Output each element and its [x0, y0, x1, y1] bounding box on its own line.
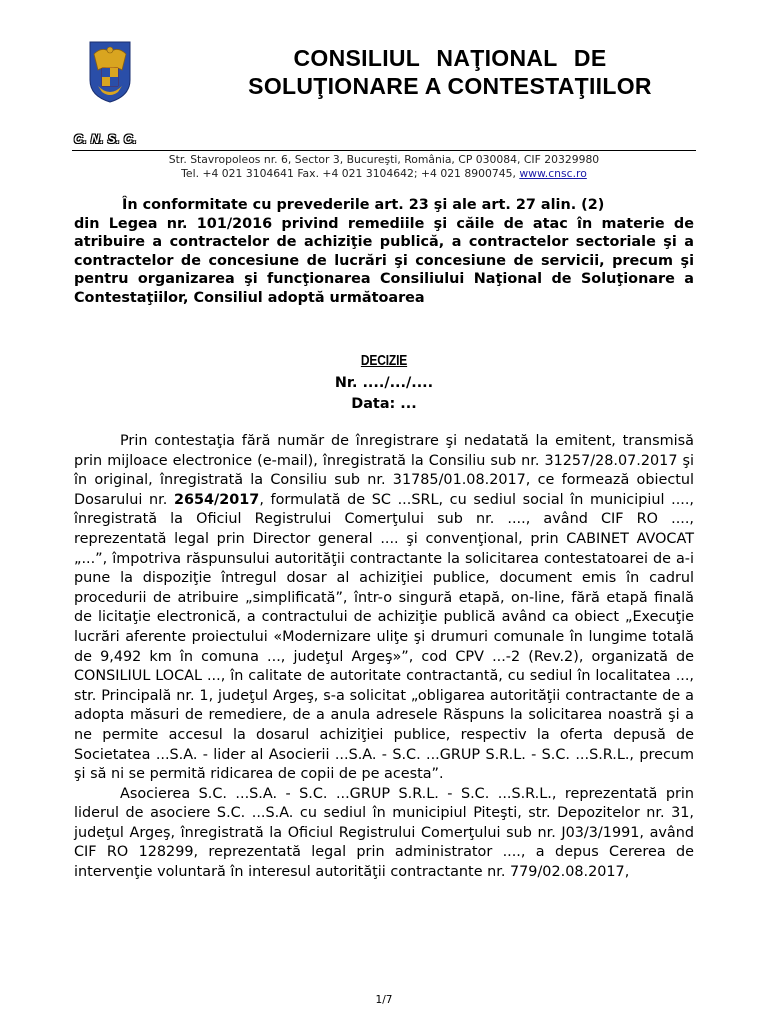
cnsc-abbreviation: C. N. S. C. — [74, 132, 137, 146]
institution-title-line-2: SOLUŢIONARE A CONTESTAŢIILOR — [248, 73, 652, 99]
phone-fax-text: Tel. +4 021 3104641 Fax. +4 021 3104642; +4 021 8900745, — [181, 167, 520, 180]
dosar-number: 2654/2017 — [173, 491, 260, 508]
website-link[interactable]: www.cnsc.ro — [519, 167, 587, 180]
decision-body — [74, 432, 694, 883]
decision-number: Nr. ..../.../.... — [334, 375, 434, 391]
preamble-first-line: În conformitate cu prevederile art. 23 şi ale art. 27 alin. (2) — [122, 197, 605, 213]
header-divider — [72, 150, 696, 151]
paragraph-intervention: Asocierea S.C. ...S.A. - S.C. ...GRUP S.R.L. - S.C. ...S.R.L., reprezentată prin liderul de asociere S.C. ...S.A. cu sediul în municipiul Piteşti, str. Depozitelor nr. 31, judeţul Argeş, înregistrată la Oficiul Registrului Comerţului sub nr. J03/3/1991, având CIF RO 128299, reprezentată legal prin administrator ...., a depus Cererea de intervenţie voluntară în interesul autorităţii contractante nr. 779/02.08.2017, — [74, 785, 694, 881]
paragraph-contestation — [74, 432, 694, 785]
legal-preamble — [74, 196, 694, 308]
contact-block — [72, 153, 696, 181]
preamble-rest: din Legea nr. 101/2016 privind remediile şi căile de atac în materie de atribuire a contractelor de achiziţie publică, a contractelor sectoriale şi a contractelor de concesiune de lucrări şi concesiune de servicii, precum şi pentru organizarea şi funcţionarea Consiliului Naţional de Soluţionare a Contestaţiilor, Consiliul adoptă următoarea — [74, 215, 694, 306]
institution-title — [190, 44, 710, 100]
institution-title-line-1: CONSILIUL NAŢIONAL DE — [293, 45, 607, 71]
decision-date: Data: ... — [351, 396, 417, 412]
page-number: 1/7 — [375, 994, 393, 1006]
p1-part-a: Prin contestaţia fără număr de înregistrare şi nedatată la emitent, transmisă prin mijloace electronice (e-mail), înregistrată la Consiliu sub nr. 31257/28.07.2017 şi în original, înregistrată la Consiliu sub nr. 31785/01.08.2017, ce formează obiectul Dosarului nr. — [74, 433, 694, 508]
phone-line — [72, 167, 696, 181]
coat-of-arms-icon — [88, 40, 132, 104]
decision-title: DECIZIE — [360, 352, 408, 369]
address-line: Str. Stavropoleos nr. 6, Sector 3, Bucureşti, România, CP 030084, CIF 20329980 — [168, 153, 600, 166]
p1-part-b: , formulată de SC ...SRL, cu sediul social în municipiul ...., înregistrată la Oficiul Registrului Comerţului sub nr. ...., având CIF RO ...., reprezentată legal prin Director general .... şi convenţional, prin CABINET AVOCAT „...”, împotriva răspunsului autorităţii contractante la solicitarea contestatoarei de a-i pune la dispoziţie întregul dosar al achiziţiei publice, document emis în cadrul procedurii de atribuire „simplificată”, într-o singură etapă, on-line, fără etapă finală de licitaţie electronică, a contractului de achiziţie publică având ca obiect „Execuţie lucrări aferente proiectului «Modernizare uliţe şi drumuri comunale în lungime totală de 9,492 km în comuna ..., judeţul Argeş»”, cod CPV ...-2 (Rev.2), organizată de CONSILIUL LOCAL ..., în calitate de autoritate contractantă, cu sediul în localitatea ..., str. Principală nr. 1, judeţul Argeş, s-a solicitat „obligarea autorităţii contractante de a adopta măsuri de remediere, de a anula adresele Răspuns la solicitarea noastră şi a ne permite accesul la dosarul achiziţiei publice, respectiv la oferta depusă de Societatea ...S.A. - lider al Asocierii ...S.A. - S.C. ...GRUP S.R.L. - S.C. ...S.R.L., precum şi să ni se permită ridicarea de copii de pe acesta”. — [74, 491, 694, 783]
